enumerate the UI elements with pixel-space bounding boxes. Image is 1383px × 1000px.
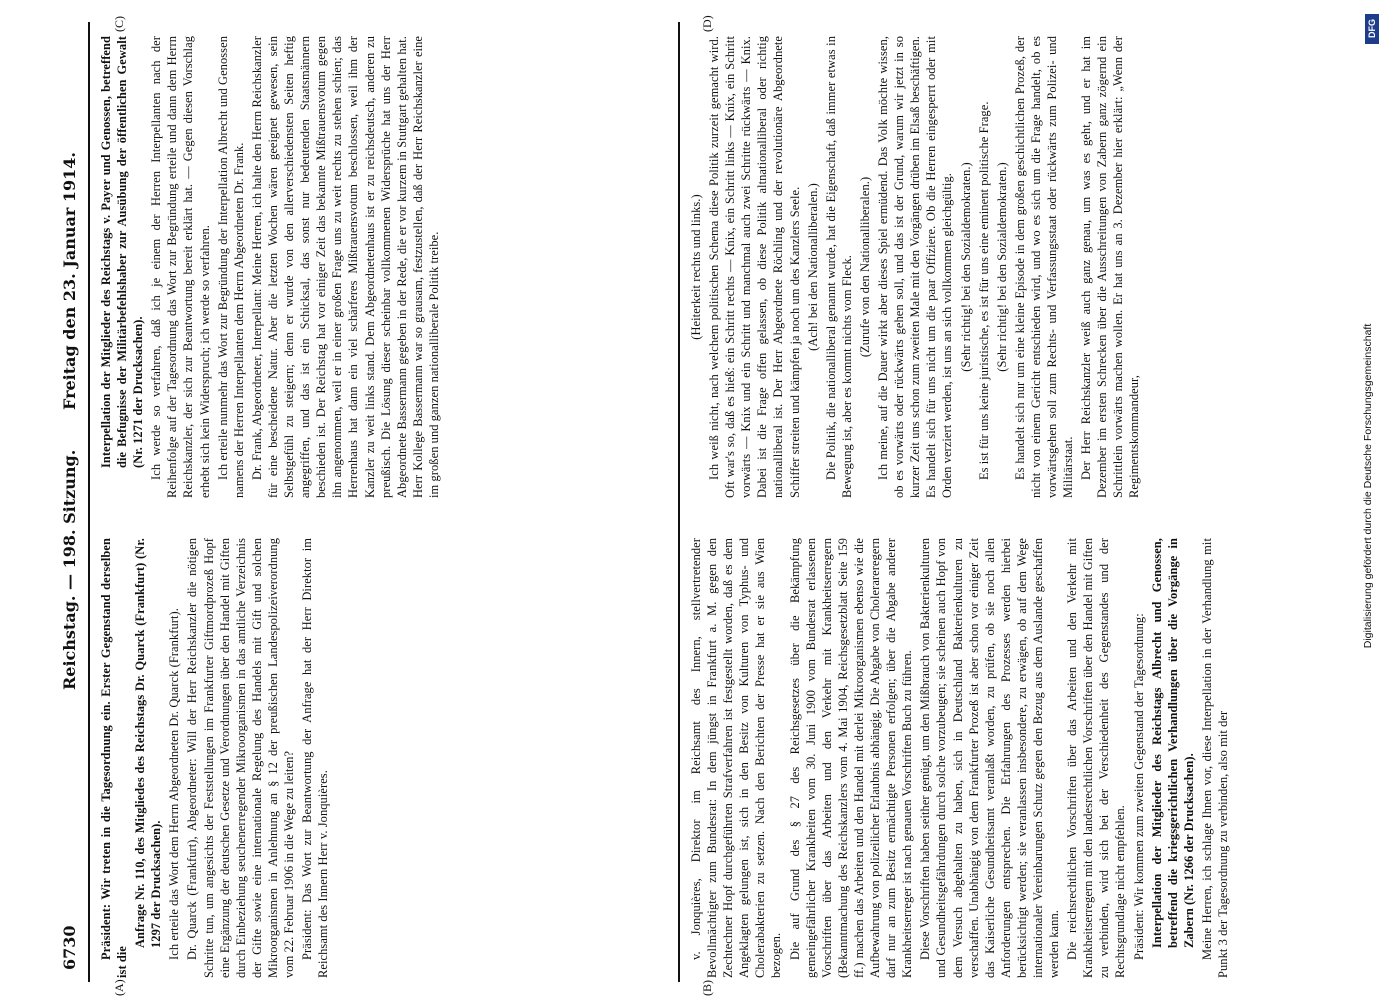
paragraph: Die auf Grund des § 27 des Reichsgesetzes über die Bekämpfung gemeingefährlicher Krankheiten vom 30. Juni 1900 vom Bundesrat erlassenen Vorschriften über das Arbeiten und den Verkehr mit Krankheitserregern (Bekanntmachung des Reichskanzlers vom 4. Mai 1904, Reichsgesetzblatt Seite 159 ff.) machen das Arbeiten und den Handel mit derlei Mikroorganismen ebenso wie die Aufbewahrung von polizeilicher Erlaubnis abhängig. Die Abgabe von Cholerareregern darf nur an zum Besitz ermächtigte Personen erfolgen; über die Abgabe anderer Krankheitserreger ist nach genauen Vorschriften Buch zu führen. xyxy=(787,538,915,978)
header-date: Freitag den 23. Januar 1914. xyxy=(60,152,79,410)
paragraph: Die reichsrechtlichen Vorschriften über das Arbeiten und den Verkehr mit Krankheitserregern mit den landesrechtlichen Vorschriften über den Handel mit Giften zu verbinden, wird sich bei der Verschiedenheit des Gegenstandes und der Rechtsgrundlage nicht empfehlen. xyxy=(1065,538,1128,978)
paragraph: v. Jonquières, Direktor im Reichsamt des Innern, stellvertretender Bevollmächtigter zum Bundesrat: In dem jüngst in Frankfurt a. M. gegen den Zechtechner Hopf durchgeführten Strafverfahren ist festgestellt worden, daß es dem Angeklagten gelungen ist, sich in den Besitz von Kulturen von Typhus- und Cholerabakterien zu setzen. Nach den Berichten der Presse hat er sie aus Wien bezogen. xyxy=(689,538,784,978)
session-title: Reichstag. — 198. Sitzung. xyxy=(60,449,79,690)
paragraph: (Zurufe von den Nationalliberalen.) xyxy=(857,176,872,358)
digitization-credit: Digitalisierung gefördert durch die Deutsche Forschungsgemeinschaft xyxy=(1362,323,1374,649)
paragraph: Der Herr Reichskanzler weiß auch ganz genau, um was es geht, und er hat im Dezember im ersten Schrecken über die Ausschreitungen von Zabern ganz zögernd ein Schrittlein vorwärts machen wollen. Er hat uns an 3. Dezember hier erklärt: „Wenn der Regimentskommandeur, xyxy=(1079,36,1142,498)
column-lower-right xyxy=(688,36,1248,498)
paragraph: Präsident: Das Wort zur Beantwortung der Anfrage hat der Herr Direktor im Reichsamt des Innern Herr v. Jonquières. xyxy=(300,538,331,978)
dfg-logo: DFG xyxy=(1365,14,1379,44)
column-upper-left xyxy=(98,538,668,978)
paragraph: Anfrage Nr. 110, des Mitgliedes des Reichstags Dr. Quarck (Frankfurt) (Nr. 1297 der Drucksachen). xyxy=(133,538,164,948)
paragraph: (Sehr richtig! bei den Sozialdemokraten.) xyxy=(994,162,1009,372)
paragraph: Interpellation der Mitglieder des Reichstags v. Payer und Genossen, betreffend die Befugnisse der Militärbefehlshaber zur Ausübung der öffentlichen Gewalt (Nr. 1271 der Drucksachen). xyxy=(99,36,146,468)
paragraph: Präsident: Wir kommen zum zweiten Gegenstand der Tagesordnung: xyxy=(1131,613,1146,960)
paragraph: Interpellation der Mitglieder des Reichstags Albrecht und Genossen, betreffend die kriegsgerichtlichen Verhandlungen über die Vorgänge in Zabern (Nr. 1266 der Drucksachen). xyxy=(1149,538,1196,948)
paragraph: Ich werde so verfahren, daß ich je einem der Herren Interpellanten nach der Reihenfolge auf der Tagesordnung das Wort zur Begründung erteile und dann dem Herrn Reichskanzler, der sich zur Beantwortung bereit erklärt hat. — Gegen diesen Vorschlag erhebt sich kein Widerspruch; ich werde so verfahren. xyxy=(149,36,212,498)
paragraph: Präsident: Wir treten in die Tagesordnung ein. Erster Gegenstand derselben ist die xyxy=(99,538,130,978)
margin-mark-d: (D) xyxy=(700,15,714,32)
paragraph: Es handelt sich nur um eine kleine Episode in dem großen geschichtlichen Prozeß, der nicht von einem Gericht entschieden wird, und wo es sich um die Frage handelt, ob es vorwärtsgehen soll zum Rechts- und Verfassungsstaat oder rückwärts zum Polizei- und Militärstaat. xyxy=(1012,36,1076,498)
margin-mark-c: (C) xyxy=(112,16,126,32)
paragraph: Die Politik, die nationalliberal genannt wurde, hat die Eigenschaft, daß immer etwas in Bewegung ist, aber es kommt nichts vom Fleck. xyxy=(823,36,854,498)
paragraph: Ich weiß nicht, nach welchem politischen Schema diese Politik zurzeit gemacht wird. Oft war's so, daß es hieß: ein Schritt rechts — Knix, ein Schritt links — Knix, ein Schritt vorwärts — Knix und ein Schritt und manchmal auch zwei Schritte rückwärts — Knix. Dabei ist die Frage offen gelassen, ob diese Politik altnationalliberal oder richtig nationalliberal ist. Der Herr Abgeordnete Röchling und der revolutionäre Abgeordnete Schiffer streiten und kämpfen ja noch um des Kanzlers Seele. xyxy=(707,36,802,498)
page-number: 6730 xyxy=(60,925,79,970)
margin-mark-a: (A) xyxy=(112,979,126,996)
middle-rule xyxy=(678,22,680,982)
paragraph: Dr. Frank, Abgeordneter, Interpellant: Meine Herren, ich halte den Herrn Reichskanzler für eine bescheidene Natur. Aber die letzten Wochen wären geeignet gewesen, sein Selbstgefühl zu steigern; denn er wurde von den allerverschiedensten Seiten heftig angegriffen, und das ist ein Schicksal, das sonst nur bedeutenden Staatsmännern beschieden ist. Der Reichstag hat vor einiger Zeit das bekannte Mißtrauensvotum gegen ihn angenommen, weil er in einer großen Frage uns zu weit rechts zu stehen schien; das Herrenhaus hat dann ein viel schärferes Mißtrauensvotum beschlossen, weil ihm der Kanzler zu weit links stand. Dem Abgeordnetenhaus ist er zu reichsdeutsch, anderen zu preußisch. Die Lösung dieser scheinbar vollkommenen Widersprüche hat uns der Herr Abgeordnete Bassermann gegeben in der Rede, die er vor kurzem in Stuttgart gehalten hat. Herr Kollege Bassermann war so grausam, festzustellen, daß der Herr Reichskanzler eine im großen und ganzen nationalliberale Politik treibe. xyxy=(249,36,441,498)
paragraph: Es ist für uns keine juristische, es ist für uns eine eminent politische Frage. xyxy=(976,101,991,480)
paragraph: (Heiterkeit rechts und links.) xyxy=(689,194,703,340)
paragraph: Ich erteile das Wort dem Herrn Abgeordneten Dr. Quarck (Frankfurt). xyxy=(167,608,182,960)
margin-mark-b: (B) xyxy=(700,980,714,996)
paragraph: Ich erteile nunmehr das Wort zur Begründung der Interpellation Albrecht und Genossen namens der Herren Interpellanten dem Herrn Abgeordneten Dr. Frank. xyxy=(215,36,246,498)
paragraph: (Ach! bei den Nationalliberalen.) xyxy=(805,183,820,351)
paragraph: Ich meine, auf die Dauer wirkt aber dieses Spiel ermüdend. Das Volk möchte wissen, ob es vorwärts oder rückwärts gehen soll, und das ist der Grund, warum wir jetzt in so kurzer Zeit uns schon zum zweiten Male mit den Vorgängen drüben im Elsaß beschäftigen. Es handelt sich für uns nicht um die paar Offiziere. Ob die Herren eingesperrt oder mit Orden verziert werden, ist uns an sich vollkommen gleichgültig. xyxy=(876,36,955,498)
paragraph: Dr. Quarck (Frankfurt), Abgeordneter: Will der Herr Reichskanzler die nötigen Schritte tun, um angesichts der Feststellungen im Frankfurter Giftmordprozeß Hopf eine Ergänzung der deutschen Gesetze und Verordnungen über den Handel mit Giften durch Einbeziehung seuchenerregender Mikroorganismen in das amtliche Verzeichnis der Gifte sowie eine internationale Regelung des Handels mit Gift und solchen Mikroorganismen in Anlehnung an § 12 der preußischen Landespolizeiverordnung vom 22. Februar 1906 in die Wege zu leiten? xyxy=(185,538,297,978)
digitization-sidebar xyxy=(1353,6,1383,996)
column-lower-left xyxy=(688,538,1248,978)
column-upper-right xyxy=(98,36,668,498)
paragraph: Meine Herren, ich schlage Ihnen vor, diese Interpellation in der Verhandlung mit Punkt 3 der Tagesordnung zu verbinden, also mit der xyxy=(1199,538,1230,978)
paragraph: Diese Vorschriften haben seither genügt, um den Mißbrauch von Bakterienkulturen und Gesundheitsgefährdungen durch solche vorzubeugen; sie scheinen auch Hopf von dem Versuch abgehalten zu haben, sich in Deutschland Bakterienkulturen zu verschaffen. Unabhängig von dem Frankfurter Prozeß ist aber schon vor einiger Zeit das Kaiserliche Gesundheitsamt veranlaßt worden, zu prüfen, ob sie noch allen Anforderungen entsprechen. Die Erfahrungen des Prozesses werden hierbei berücksichtigt werden; sie veranlassen insbesondere, zu erwägen, ob auf dem Wege internationaler Vereinbarungen Schutz gegen den Bezug aus dem Auslande geschaffen werden kann. xyxy=(918,538,1062,978)
header-rule xyxy=(88,22,90,982)
paragraph: (Sehr richtig! bei den Sozialdemokraten.) xyxy=(958,162,973,372)
